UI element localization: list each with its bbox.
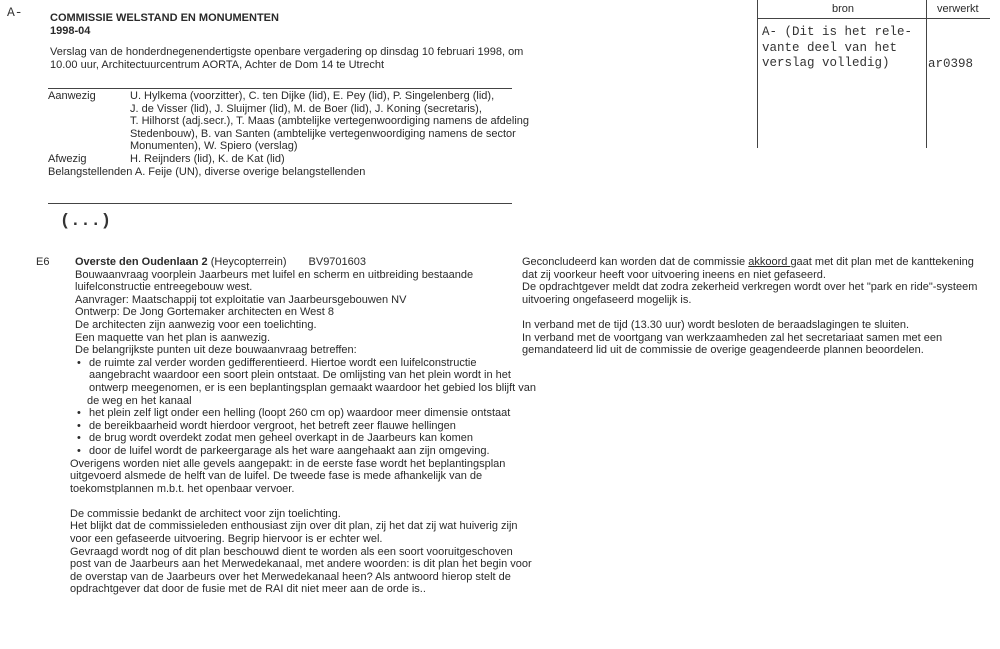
- discussion-line: Het blijkt dat de commissieleden enthousiast zijn over dit plan, zij het dat zij wat huiverig zijn: [70, 520, 518, 533]
- document-number: 1998-04: [50, 25, 91, 37]
- item-line: Ontwerp: De Jong Gortemaker architecten en West 8: [75, 306, 335, 319]
- intro-line: Verslag van de honderdnegenendertigste openbare vergadering op dinsdag 10 februari 1998, om: [50, 46, 524, 58]
- discussion-line: de overstap van de Jaarbeurs over het Merwedekanaal heen? Als antwoord hierop stelt de: [70, 570, 511, 583]
- item-body: [70, 256, 537, 596]
- source-line: vante deel van het: [762, 40, 898, 55]
- conclusion-text: Geconcludeerd kan worden dat de commissie: [522, 256, 749, 268]
- column-header-source: bron: [832, 3, 855, 15]
- discussion-line: Gevraagd wordt nog of dit plan beschouwd dient te worden als een soort vooruitgeschoven: [70, 545, 513, 558]
- item-line: Overigens worden niet alle gevels aangepakt: in de eerste fase wordt het beplantingsplan: [70, 457, 506, 470]
- discussion-line: voor een gefaseerde uitvoering. Begrip hiervoor is er echter wel.: [70, 533, 383, 546]
- table-border: [757, 0, 758, 148]
- case-number: BV9701603: [308, 256, 367, 268]
- present-line: J. de Visser (lid), J. Sluijmer (lid), M. de Boer (lid), J. Koning (secretaris),: [130, 102, 482, 115]
- margin-mark: A-: [7, 5, 23, 20]
- conclusion-text: gaat met dit plan met de kanttekening: [790, 256, 974, 268]
- intro-line: 10.00 uur, Architectuurcentrum AORTA, Achter de Dom 14 te Utrecht: [50, 58, 385, 71]
- item-line: uitgevoerd alsmede de helft van de luifel. De tweede fase is mede afhankelijk van de: [70, 470, 483, 483]
- closing-line: gemandateerd lid uit de commissie de overige geagendeerde plannen beoordelen.: [522, 344, 924, 357]
- interested-label: Belangstellenden: [48, 165, 133, 178]
- discussion-line: opdrachtgever dat door de fusie met de RAI dit niet meer aan de orde is..: [70, 583, 426, 596]
- discussion-line: post van de Jaarbeurs aan het Merwedekanaal, met andere woorden: is dit plan het begin voor: [70, 558, 532, 571]
- bullet-continuation: ontwerp meegenomen, er is een beplantingsplan gemaakt waardoor het gebied los blijft van: [89, 381, 537, 394]
- intro: [50, 46, 523, 71]
- item-code: E6: [36, 256, 50, 268]
- item-line: Bouwaanvraag voorplein Jaarbeurs met luifel en scherm en uitbreiding bestaande: [75, 268, 474, 281]
- interested-value: A. Feije (UN), diverse overige belangstellenden: [134, 165, 366, 178]
- attendance: [48, 90, 529, 178]
- present-line: T. Hilhorst (adj.secr.), T. Maas (ambtelijke vertegenwoordiging namens de afdeling: [130, 115, 530, 128]
- bullet-item: • de ruimte zal verder worden gedifferentieerd. Hiertoe wordt een luifelconstructie: [75, 357, 536, 370]
- bullet-continuation: aangebracht waardoor een soort plein ontstaat. De omlijsting van het plein wordt in het: [89, 369, 511, 382]
- closing-line: In verband met de tijd (13.30 uur) wordt besloten de beraadslagingen te sluiten.: [522, 318, 910, 331]
- present-line: U. Hylkema (voorzitter), C. ten Dijke (lid), E. Pey (lid), P. Singelenberg (lid),: [130, 90, 495, 102]
- bullet-item: • de brug wordt overdekt zodat men geheel overkapt in de Jaarbeurs kan komen: [75, 432, 536, 445]
- item-line: Een maquette van het plan is aanwezig.: [75, 331, 271, 344]
- conclusion-line: De opdrachtgever meldt dat zodra zekerheid verkregen wordt over het "park en ride"-systeem: [522, 281, 978, 294]
- item-line: Aanvrager: Maatschappij tot exploitatie van Jaarbeursgebouwen NV: [75, 293, 407, 306]
- conclusion-line: dat zij voorkeur heeft voor uitvoering ineens en niet gefaseerd.: [522, 268, 826, 281]
- bullet-item: • het plein zelf ligt onder een helling (loopt 260 cm op) waardoor meer dimensie ontstaat: [75, 407, 536, 420]
- absent-value: H. Reijnders (lid), K. de Kat (lid): [130, 152, 285, 165]
- item-line: luifelconstructie entreegebouw west.: [75, 281, 253, 294]
- source-line: verslag volledig): [762, 56, 890, 70]
- bullet-item: • de bereikbaarheid wordt hierdoor vergroot, het betreft zeer flauwe hellingen: [75, 420, 536, 433]
- discussion-line: De commissie bedankt de architect voor zijn toelichting.: [70, 507, 341, 520]
- divider: [48, 88, 512, 89]
- conclusion-line: uitvoering ongefaseerd mogelijk is.: [522, 293, 692, 306]
- source-text: [762, 25, 912, 72]
- bullet-continuation: de weg en het kanaal: [87, 394, 192, 407]
- source-line: A- (Dit is het rele-: [762, 25, 913, 39]
- bullet-item: • door de luifel wordt de parkeergarage als het ware aangehaakt aan zijn omgeving.: [75, 445, 536, 458]
- present-line: Monumenten), W. Spiero (verslag): [130, 140, 298, 153]
- table-border: [926, 0, 927, 148]
- item-address: Overste den Oudenlaan 2: [75, 256, 208, 268]
- ellipsis: (...): [60, 212, 112, 231]
- table-border: [757, 18, 990, 19]
- column-header-processed: verwerkt: [937, 3, 979, 15]
- item-line: De architecten zijn aanwezig voor een toelichting.: [75, 318, 317, 331]
- closing-line: In verband met de voortgang van werkzaamheden zal het secretariaat samen met een: [522, 331, 943, 344]
- verdict: akkoord: [748, 256, 791, 268]
- absent-label: Afwezig: [48, 152, 87, 165]
- document-title: COMMISSIE WELSTAND EN MONUMENTEN: [50, 12, 279, 24]
- present-line: Stedenbouw), B. van Santen (ambtelijke vertegenwoordiging namens de sector: [130, 127, 516, 140]
- item-line: De belangrijkste punten uit deze bouwaanvraag betreffen:: [75, 344, 357, 357]
- divider: [48, 203, 512, 204]
- present-label: Aanwezig: [48, 90, 96, 102]
- conclusion: [522, 256, 977, 357]
- item-location: (Heycopterrein): [207, 256, 287, 268]
- item-line: toekomstplannen m.b.t. het openbaar vervoer.: [70, 482, 295, 495]
- processed-code: ar0398: [928, 57, 974, 71]
